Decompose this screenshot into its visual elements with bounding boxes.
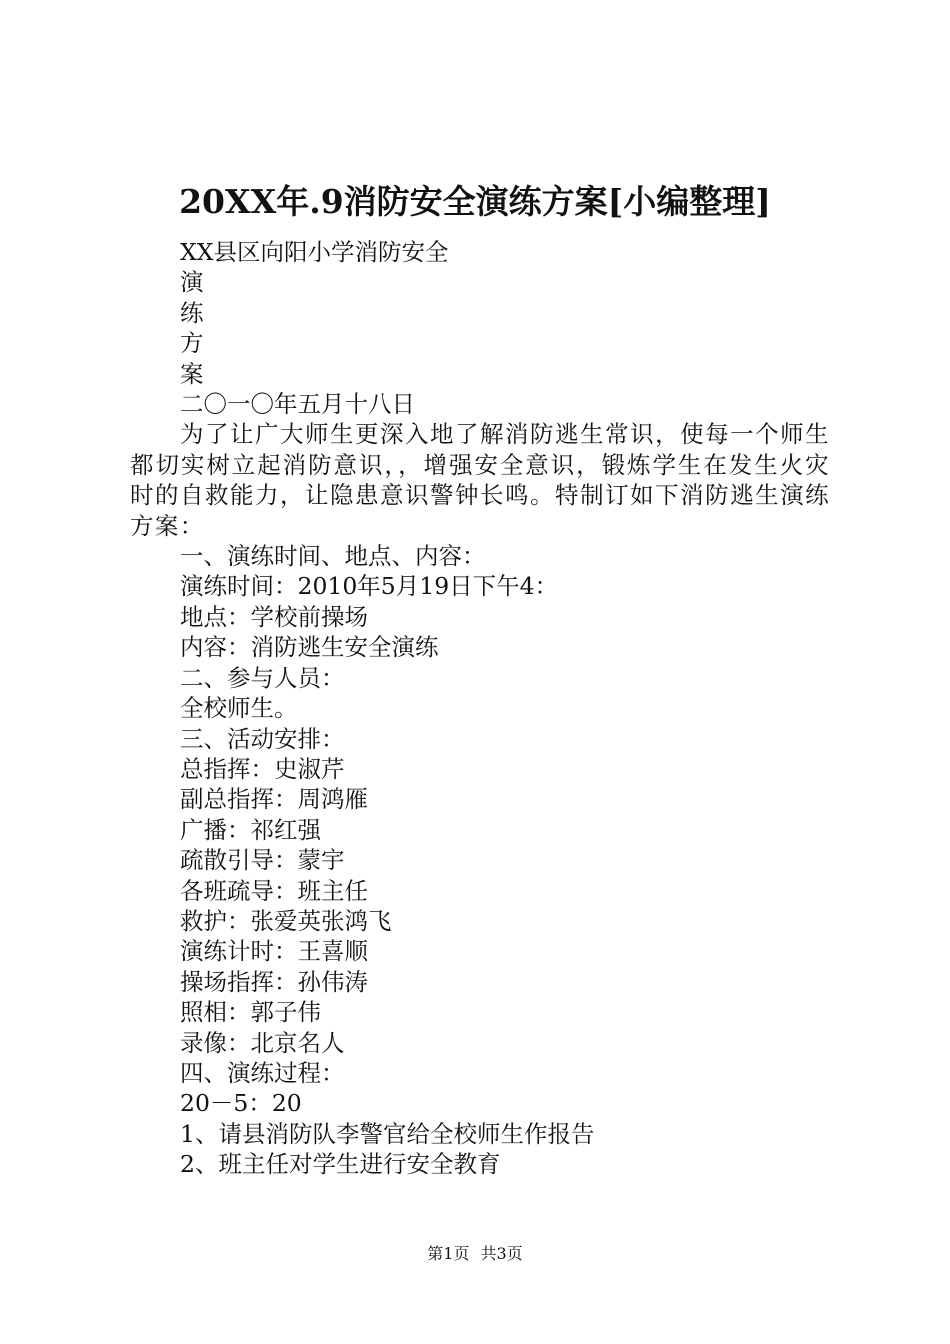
body-line: 演练时间：2010年5月19日下午4： [180,572,559,601]
body-line: 各班疏导：班主任 [180,876,368,905]
body-line: 救护：张爱英张鸿飞 [180,906,392,935]
document-date: 二〇一〇年五月十八日 [180,390,415,419]
section-heading: 一、演练时间、地点、内容： [180,542,486,571]
header-line: 方 [180,329,204,358]
body-line: 2、班主任对学生进行安全教育 [180,1150,501,1179]
body-line: 照相：郭子伟 [180,998,321,1027]
body-line: 1、请县消防队李警官给全校师生作报告 [180,1119,595,1148]
section-heading: 四、演练过程： [180,1058,345,1087]
body-line: 总指挥：史淑芹 [180,754,345,783]
body-line: 内容：消防逃生安全演练 [180,633,439,662]
body-line: 广播：祁红强 [180,815,321,844]
body-line: 20－5：20 [180,1089,302,1118]
header-line: 案 [180,359,204,388]
body-line: 全校师生。 [180,694,298,723]
document-title: 20XX年.9消防安全演练方案[小编整理] [179,182,771,221]
body-line: 地点：学校前操场 [180,602,368,631]
body-line: 操场指挥：孙伟涛 [180,967,368,996]
page-number: 第1页 [427,1244,470,1263]
section-heading: 三、活动安排： [180,724,345,753]
body-line: 演练计时：王喜顺 [180,937,368,966]
page-footer [0,1243,950,1265]
header-line: 演 [180,268,204,297]
header-line: 练 [180,298,204,327]
body-line: 疏散引导：蒙宇 [180,846,345,875]
header-line: XX县区向阳小学消防安全 [180,238,449,266]
body-line: 录像：北京名人 [180,1028,345,1057]
intro-paragraph: 为了让广大师生更深入地了解消防逃生常识，使每一个师生都切实树立起消防意识，，增强安全意识，锻炼学生在发生火灾时的自救能力，让隐患意识警钟长鸣。特制订如下消防逃生演练方案： [130,420,830,540]
document-body [130,237,830,1180]
page-total: 共3页 [480,1244,523,1263]
body-line: 副总指挥：周鸿雁 [180,785,368,814]
section-heading: 二、参与人员： [180,663,345,692]
